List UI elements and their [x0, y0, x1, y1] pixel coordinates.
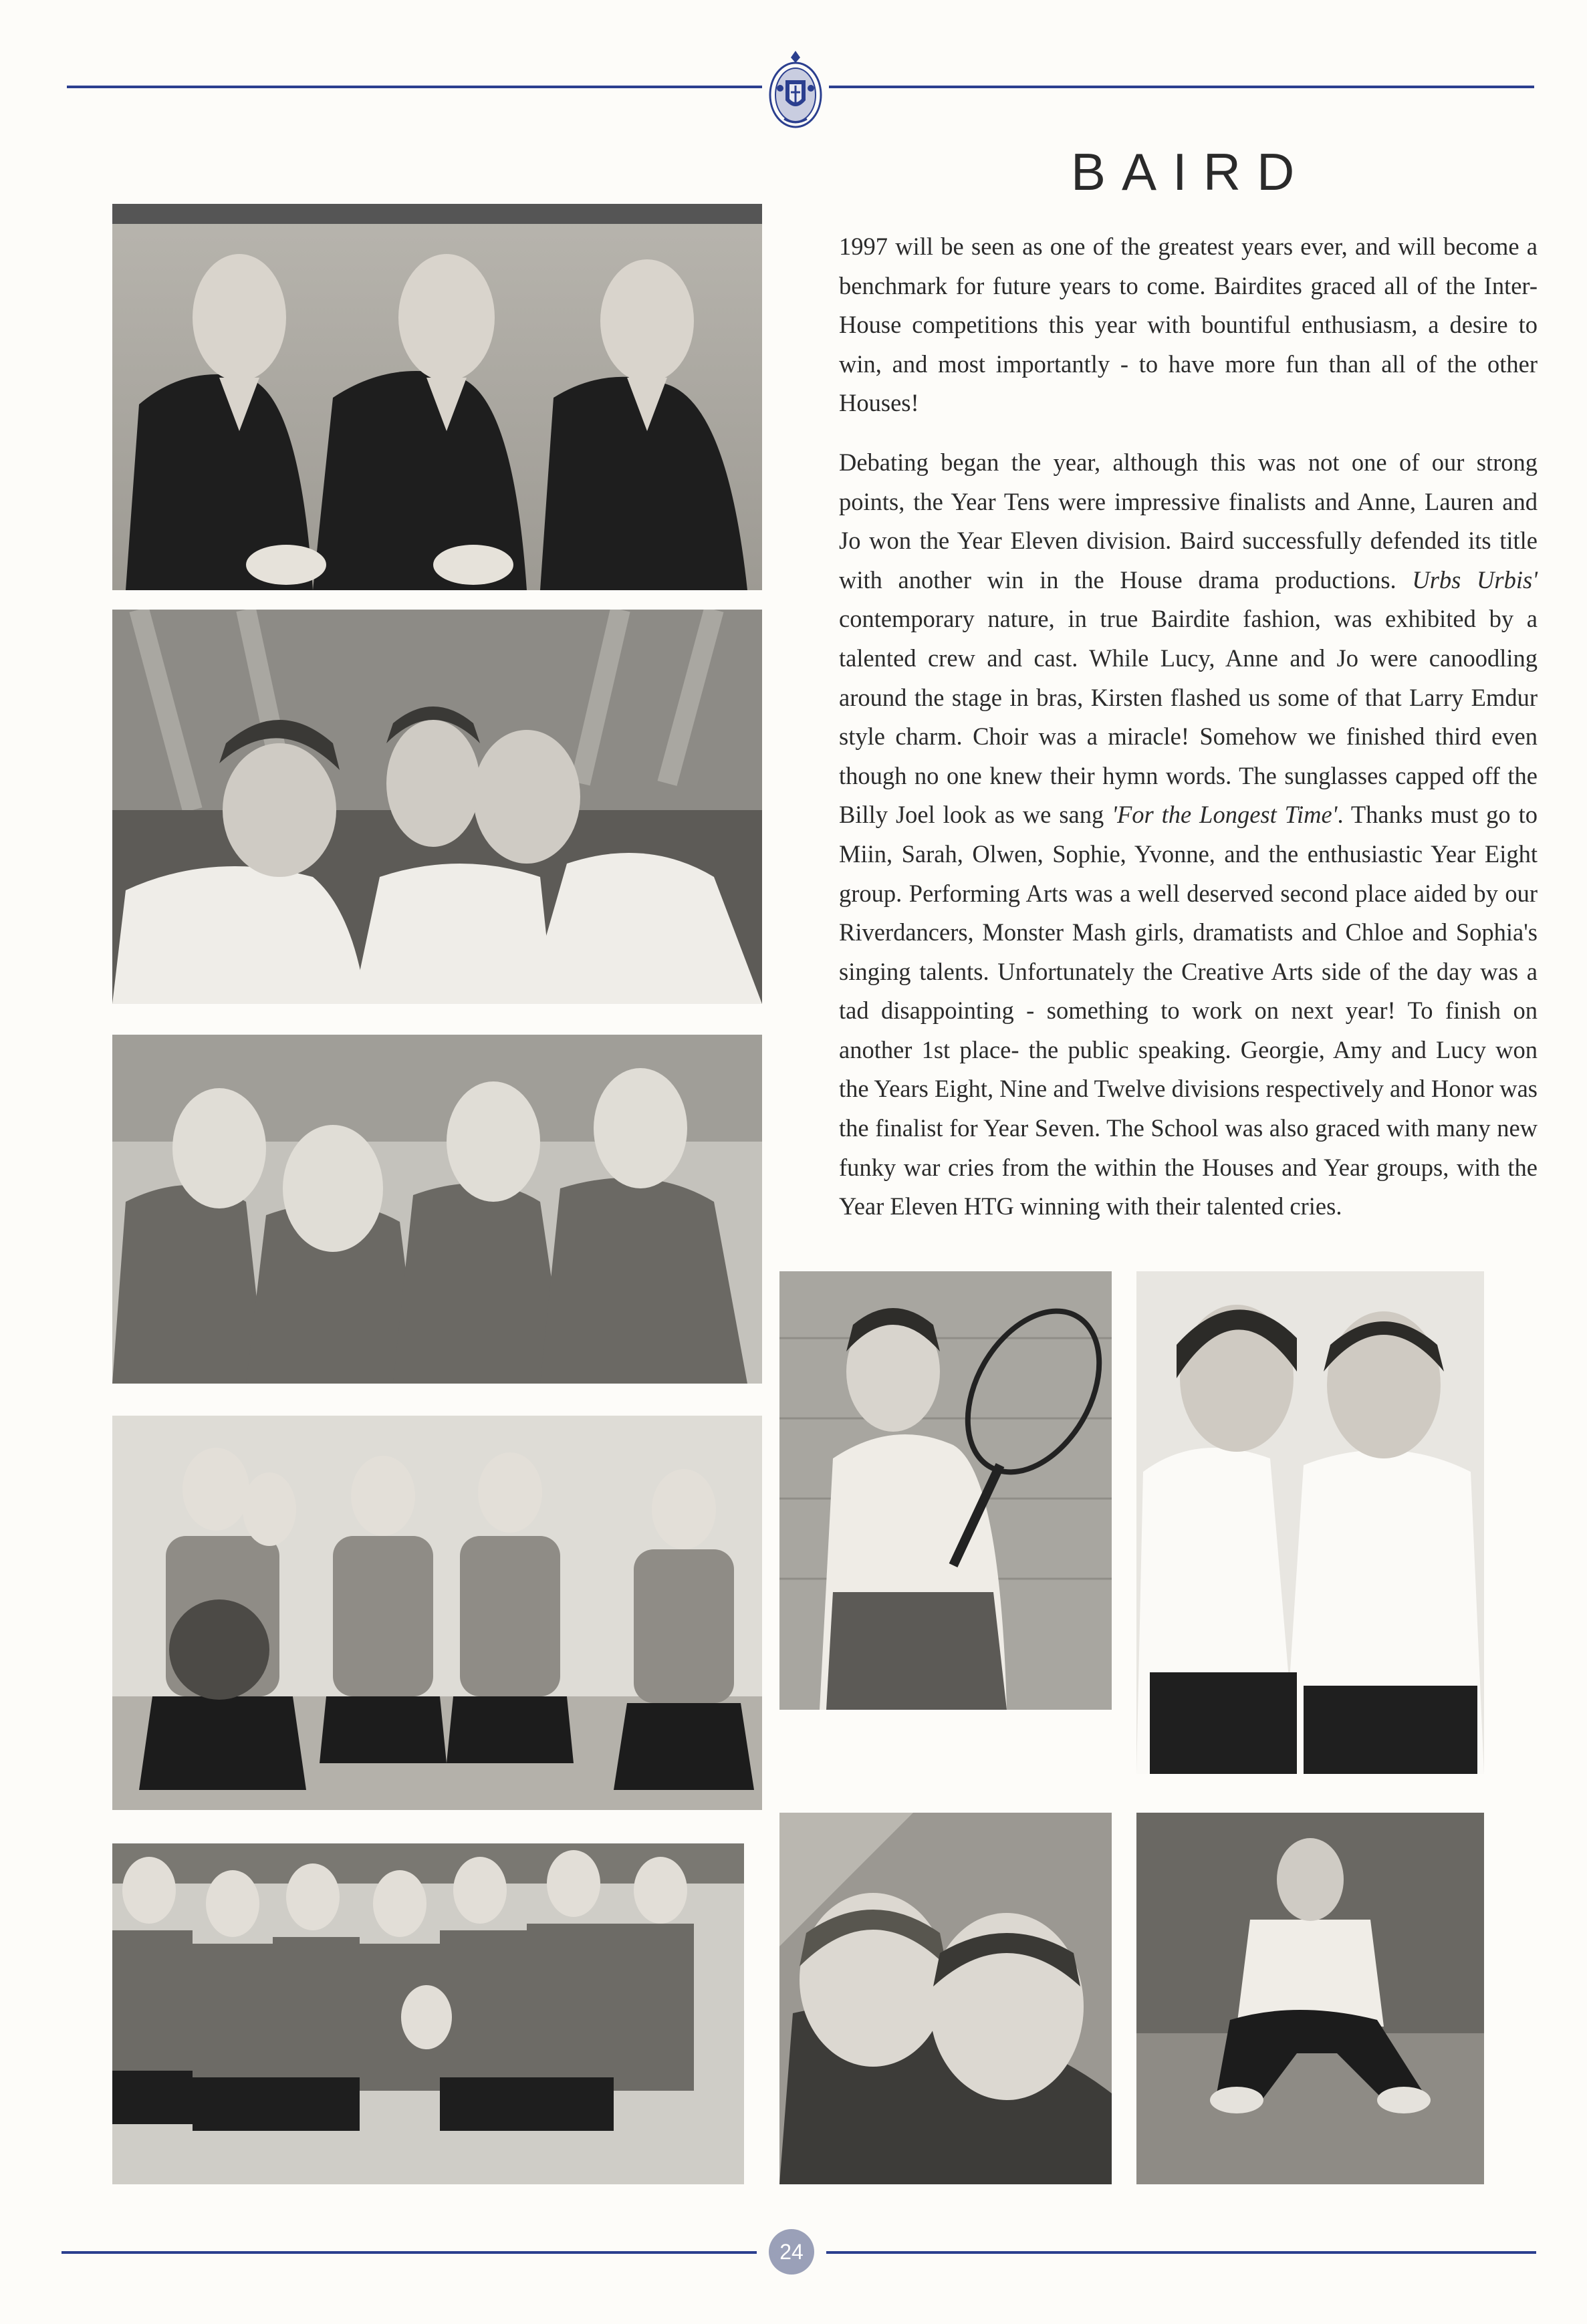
article-paragraph-2 [839, 443, 1538, 1226]
header-rule-left [67, 86, 762, 88]
paragraph-2-part-2: contemporary nature, in true Bairdite fashion, was exhibited by a talented crew and cast. While Lucy, Anne and Jo were canoodling around the stage in bras, Kirsten flashed us some of that Larry Emdur style charm. Choir was a miracle! Somehow we finished third even though no one knew their hymn words. The sunglasses capped off the Billy Joel look as we sang [839, 605, 1538, 829]
photo-two-girls-hugging [779, 1813, 1112, 2184]
page-number: 24 [769, 2229, 814, 2275]
article-paragraph-1: 1997 will be seen as one of the greatest years ever, and will become a benchmark for future years to come. Bairdites graced all of the Inter-House competitions this year with bountiful enthusiasm, a desire to win, and most importantly - to have more fun than all of the other Houses! [839, 233, 1538, 417]
paragraph-2-part-3: . Thanks must go to Miin, Sarah, Olwen, Sophie, Yvonne, and the enthusiastic Year Eight group. Performing Arts was a well deserved second place aided by our Riverdancers, Monster Mash girls, dramatists and Chloe and Sophia's singing talents. Unfortunately the Creative Arts side of the day was a tad disappointing - something to work on next year! To finish on another 1st place- the public speaking. Georgie, Amy and Lucy won the Years Eight, Nine and Twelve divisions respectively and Honor was the finalist for Year Seven. The School was also graced with many new funky war cries from the within the Houses and Year groups, with the Year Eleven HTG winning with their talented cries. [839, 801, 1538, 1220]
photo-two-girls-white-tops [1136, 1271, 1484, 1774]
photo-girl-sitting-on-court [1136, 1813, 1484, 2184]
photo-basketball-team [112, 1416, 762, 1810]
article-body [839, 227, 1538, 1247]
school-crest-icon [765, 47, 826, 134]
paragraph-2-part-1: Debating began the year, although this was not one of our strong points, the Year Tens were impressive finalists and Anne, Lauren and Jo won the Year Eleven division. Baird successfully defended its title with another win in the House drama productions. [839, 448, 1538, 594]
photo-three-girls-in-blazers [112, 204, 762, 590]
photo-netball-team [112, 1843, 744, 2184]
play-title-urbs-urbis: Urbs Urbis' [1412, 565, 1538, 594]
photo-three-girls-smiling [112, 610, 762, 1004]
page-title: BAIRD [1071, 142, 1311, 201]
photo-girl-with-tennis-racquet [779, 1271, 1112, 1710]
header-rule-right [829, 86, 1534, 88]
song-title: 'For the Longest Time' [1112, 801, 1338, 829]
photo-four-girls-outdoors [112, 1035, 762, 1384]
footer-rule-left [62, 2251, 757, 2254]
footer-rule-right [826, 2251, 1536, 2254]
